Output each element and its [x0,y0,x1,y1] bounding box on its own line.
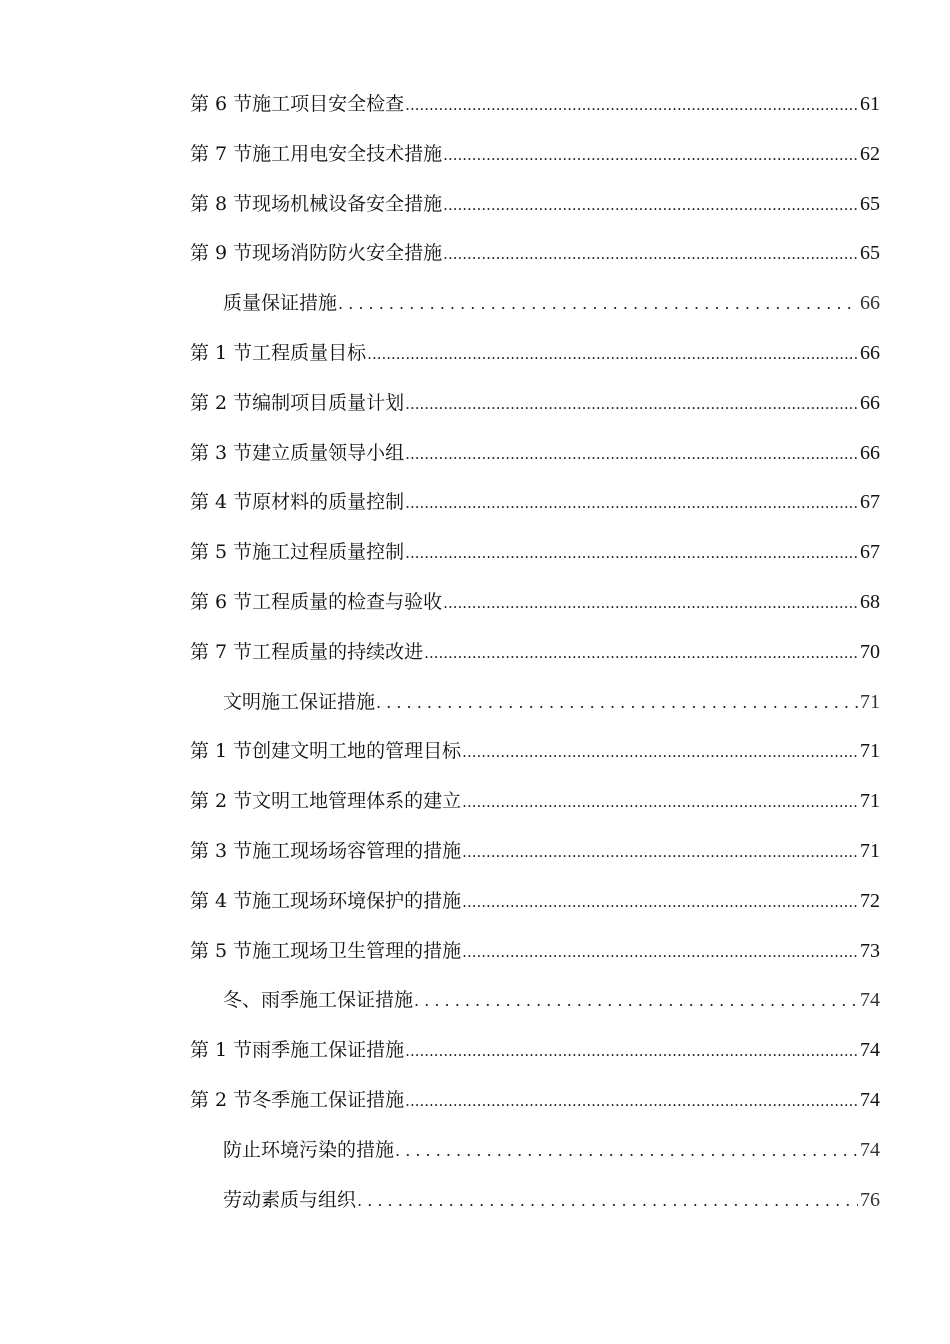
toc-entry-title: 第 2 节冬季施工保证措施 [190,1088,405,1111]
toc-entry-page: 76 [860,1188,880,1211]
toc-entry-title: 第 5 节施工现场卫生管理的措施 [190,939,462,962]
toc-entry-title: 第 1 节创建文明工地的管理目标 [190,740,462,763]
toc-dot-leader [443,578,858,629]
table-of-contents [190,80,880,1225]
toc-entry-title: 第 2 节文明工地管理体系的建立 [190,790,462,813]
toc-entry-title: 第 8 节现场机械设备安全措施 [190,192,443,215]
toc-dot-leader [443,130,858,181]
toc-dot-leader [405,1076,858,1127]
toc-entry-title: 冬、雨季施工保证措施 [223,989,414,1012]
toc-entry-title: 第 7 节工程质量的持续改进 [190,640,424,663]
toc-dot-leader [462,877,858,928]
toc-entry-title: 文明施工保证措施 [223,690,376,713]
toc-entry[interactable] [190,877,880,927]
toc-dot-leader [395,1126,858,1176]
toc-entry-page: 74 [860,1088,880,1111]
toc-entry-page: 71 [860,839,880,862]
toc-chapter-entry[interactable] [190,1126,880,1176]
toc-dot-leader [405,1026,858,1077]
toc-entry-page: 61 [860,93,880,115]
toc-dot-leader [462,927,858,978]
toc-entry-page: 74 [860,1138,880,1161]
toc-dot-leader [414,976,858,1026]
toc-entry-title: 劳动素质与组织 [223,1188,357,1211]
toc-entry-page: 67 [860,491,880,514]
toc-dot-leader [338,279,858,329]
toc-entry-title: 第 7 节施工用电安全技术措施 [190,142,443,165]
toc-chapter-entry[interactable] [190,1176,880,1226]
toc-dot-leader [462,727,858,778]
toc-entry[interactable] [190,1076,880,1126]
toc-entry[interactable] [190,379,880,429]
toc-entry-title: 第 5 节施工过程质量控制 [190,541,405,564]
toc-entry-page: 74 [860,1039,880,1062]
toc-entry[interactable] [190,80,880,130]
toc-dot-leader [367,329,858,380]
toc-entry[interactable] [190,1026,880,1076]
toc-entry[interactable] [190,429,880,479]
toc-entry-title: 第 3 节施工现场场容管理的措施 [190,839,462,862]
toc-entry-title: 第 3 节建立质量领导小组 [190,441,405,464]
toc-entry-title: 质量保证措施 [223,292,338,315]
toc-chapter-entry[interactable] [190,279,880,329]
toc-entry-page: 71 [860,690,880,713]
toc-entry-page: 66 [860,391,880,414]
toc-entry[interactable] [190,827,880,877]
toc-entry[interactable] [190,927,880,977]
toc-entry[interactable] [190,528,880,578]
toc-entry-page: 66 [860,441,880,464]
toc-entry[interactable] [190,180,880,230]
toc-entry[interactable] [190,130,880,180]
toc-entry-title: 第 1 节雨季施工保证措施 [190,1039,405,1062]
toc-dot-leader [462,827,858,878]
toc-dot-leader [405,429,858,480]
toc-entry[interactable] [190,229,880,279]
toc-entry-page: 65 [860,242,880,265]
toc-dot-leader [443,180,858,231]
toc-entry[interactable] [190,478,880,528]
toc-entry[interactable] [190,628,880,678]
toc-entry-title: 第 1 节工程质量目标 [190,341,367,364]
toc-entry[interactable] [190,727,880,777]
toc-entry-page: 71 [860,790,880,813]
toc-entry-page: 73 [860,939,880,962]
toc-entry[interactable] [190,777,880,827]
toc-dot-leader [424,628,858,679]
toc-entry-title: 第 9 节现场消防防火安全措施 [190,242,443,265]
toc-entry-title: 第 6 节施工项目安全检查 [190,93,405,115]
toc-entry-page: 74 [860,989,880,1012]
toc-dot-leader [462,777,858,828]
toc-entry-title: 第 4 节原材料的质量控制 [190,491,405,514]
toc-entry-page: 68 [860,590,880,613]
toc-entry-title: 第 2 节编制项目质量计划 [190,391,405,414]
toc-entry-page: 67 [860,541,880,564]
toc-entry-title: 第 4 节施工现场环境保护的措施 [190,889,462,912]
toc-dot-leader [405,528,858,579]
toc-entry-page: 65 [860,192,880,215]
toc-entry-page: 70 [860,640,880,663]
toc-chapter-entry[interactable] [190,678,880,728]
toc-chapter-entry[interactable] [190,976,880,1026]
toc-entry-page: 72 [860,889,880,912]
toc-entry[interactable] [190,578,880,628]
toc-dot-leader [376,678,858,728]
toc-entry-page: 71 [860,740,880,763]
toc-entry-page: 62 [860,142,880,165]
toc-dot-leader [405,379,858,430]
toc-entry-page: 66 [860,341,880,364]
toc-entry-title: 第 6 节工程质量的检查与验收 [190,590,443,613]
toc-dot-leader [405,80,858,131]
toc-entry-title: 防止环境污染的措施 [223,1138,395,1161]
toc-dot-leader [405,478,858,529]
toc-dot-leader [357,1176,858,1226]
toc-dot-leader [443,229,858,280]
toc-entry[interactable] [190,329,880,379]
toc-entry-page: 66 [860,292,880,315]
